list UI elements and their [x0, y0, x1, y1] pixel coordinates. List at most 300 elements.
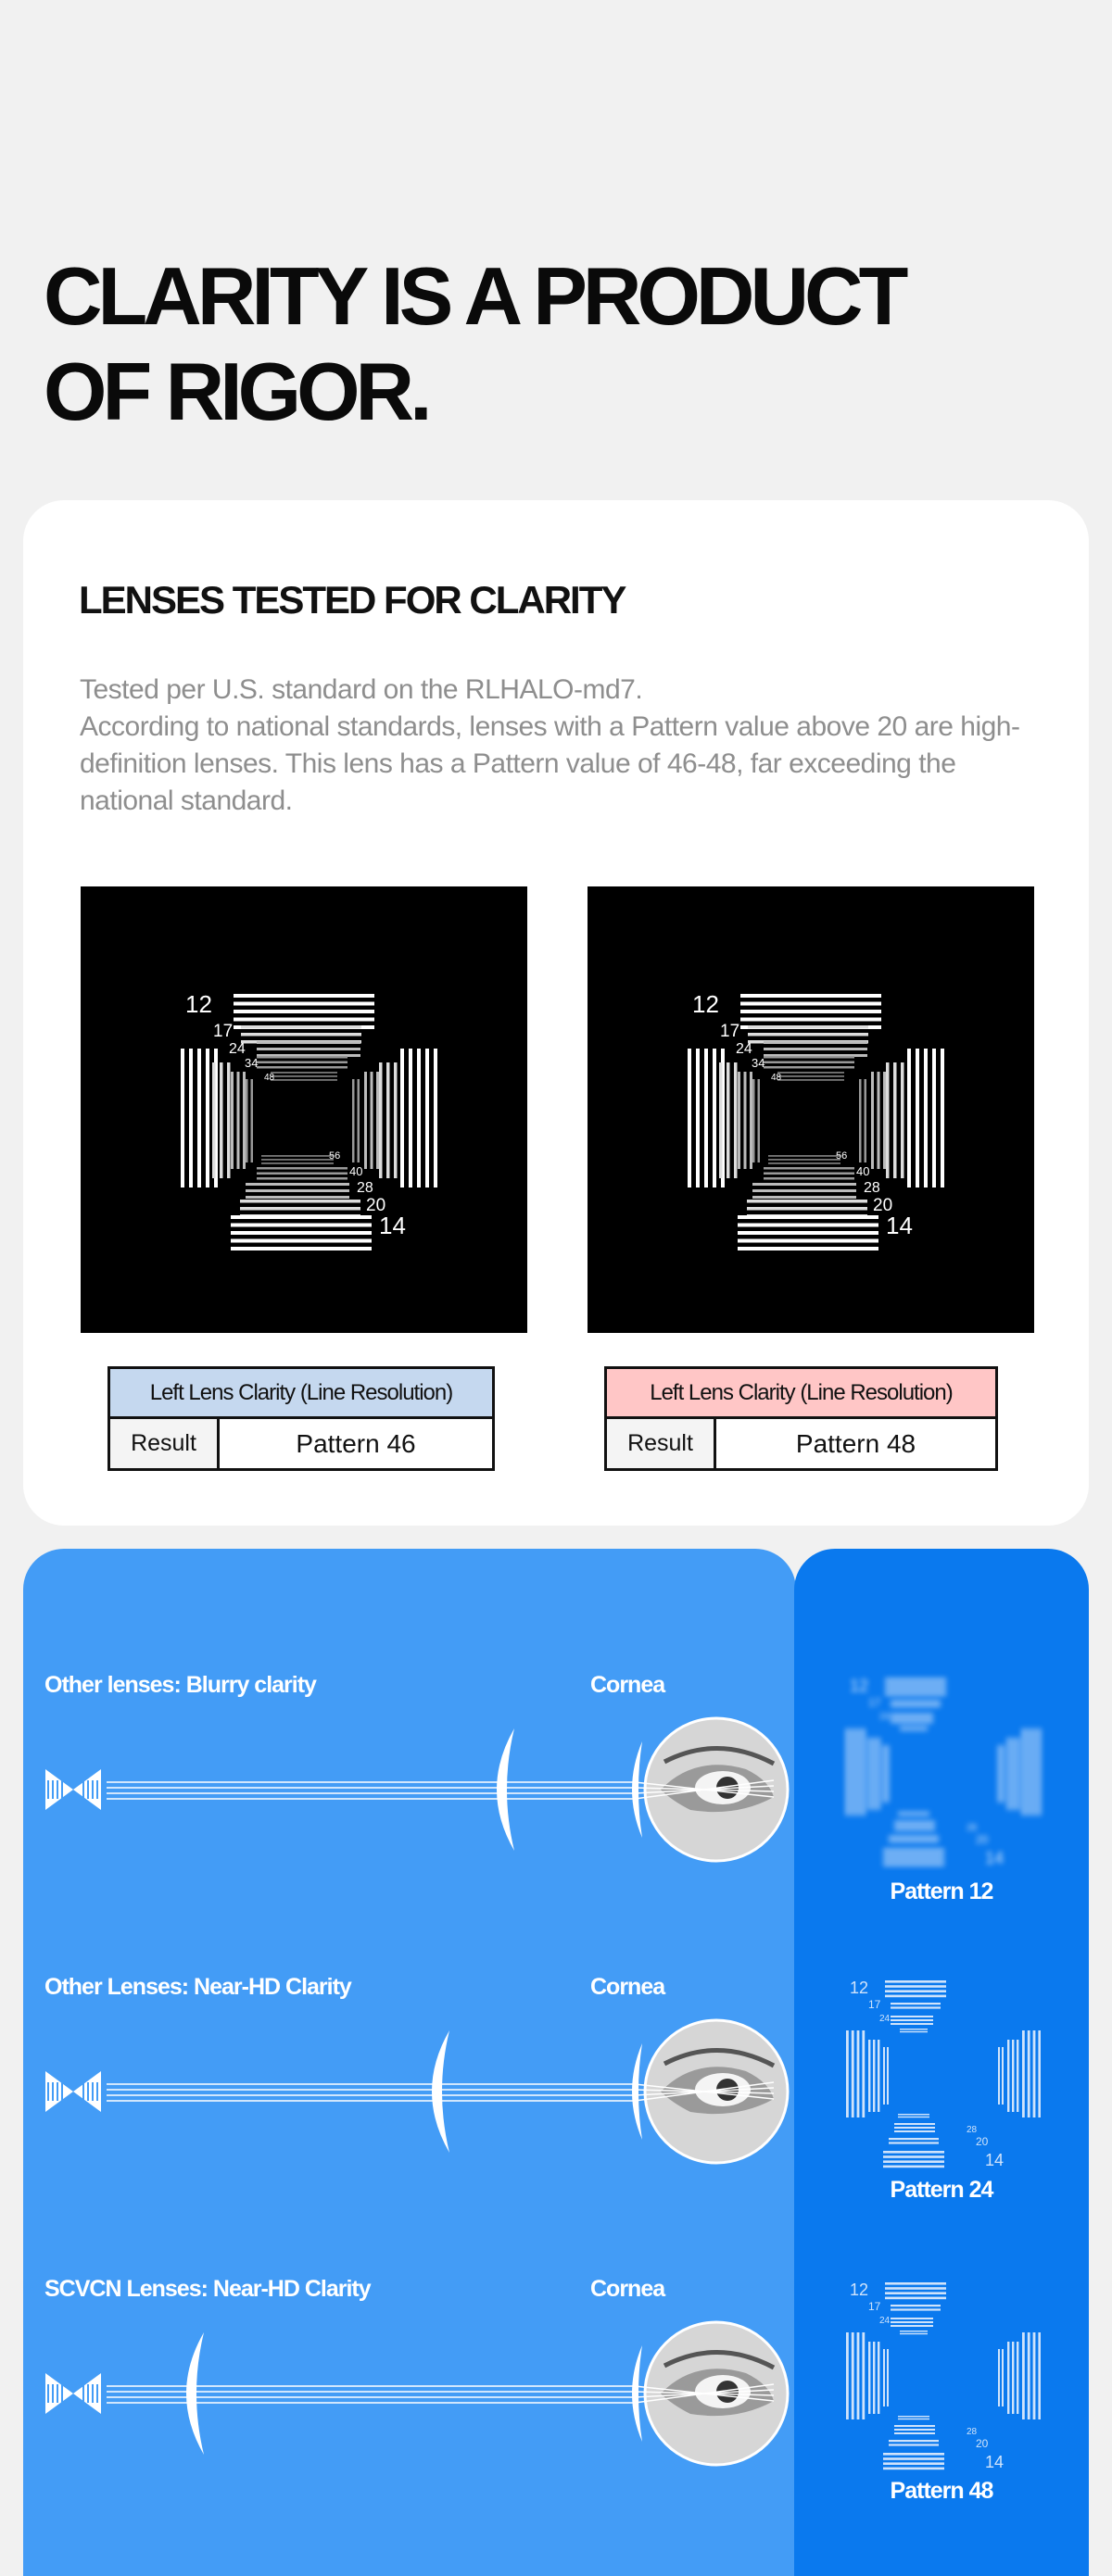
pattern-bar — [891, 2325, 933, 2327]
chart-bar — [764, 1048, 867, 1050]
pattern-bar — [1012, 1738, 1014, 1810]
chart-tick-label: 40 — [349, 1164, 363, 1178]
chart-bar — [257, 1062, 348, 1064]
target-stripe — [87, 2384, 89, 2403]
pattern-bar — [885, 1995, 946, 1998]
pattern-tick-label: 17 — [868, 1696, 881, 1709]
pattern-near-hd-image — [842, 1975, 1041, 2173]
pattern-bar — [1033, 2332, 1036, 2419]
pattern-bar — [1007, 2040, 1009, 2112]
chart-bar — [231, 1231, 372, 1235]
pattern-bar — [885, 1985, 946, 1988]
chart-bar — [237, 1072, 240, 1169]
target-stripe — [96, 2082, 98, 2101]
pattern-tick-label: 14 — [985, 2453, 1005, 2471]
pattern-bar — [1012, 2342, 1014, 2414]
chart-bar — [246, 1079, 248, 1162]
chart-bar — [231, 1224, 372, 1227]
pattern-bar — [887, 2349, 889, 2406]
chart-bar — [206, 1049, 209, 1187]
pattern-bar — [1017, 1738, 1018, 1810]
pattern-bar — [846, 2030, 849, 2117]
chart-bar — [246, 1183, 349, 1186]
pattern-tick-label: 17 — [868, 1998, 881, 2011]
chart-bar — [738, 1247, 878, 1250]
chart-tick-label: 24 — [229, 1041, 246, 1057]
lens-shape — [432, 2030, 449, 2153]
chart-bar — [261, 1159, 334, 1161]
pattern-bar — [998, 2047, 1000, 2105]
pattern-bar — [891, 2016, 933, 2017]
chart-bar — [752, 1189, 856, 1192]
pattern-bar — [1017, 2342, 1018, 2414]
pattern-bar — [862, 2332, 865, 2419]
chart-bar — [764, 1041, 867, 1044]
result-table-right — [604, 1366, 998, 1471]
pattern-bar — [883, 1864, 944, 1866]
pattern-bar — [891, 1704, 941, 1706]
resolution-chart-left — [81, 886, 527, 1333]
pattern-bar — [846, 2332, 849, 2419]
pattern-bar — [889, 2142, 939, 2143]
result-table-header: Left Lens Clarity (Line Resolution) — [110, 1369, 492, 1419]
pattern-bar — [885, 2287, 946, 2290]
chart-bar — [768, 1159, 840, 1161]
pattern-label: Pattern 48 — [890, 2478, 993, 2504]
target-stripe — [47, 2384, 49, 2403]
result-value: Pattern 48 — [795, 1428, 916, 1458]
clarity-card — [23, 500, 1089, 1526]
hero-line-1: CLARITY IS A PRODUCT — [44, 250, 904, 342]
pattern-bar — [873, 1738, 875, 1810]
target-stripe — [92, 2384, 94, 2403]
pattern-bar — [883, 2462, 944, 2465]
pattern-bar — [878, 2342, 879, 2414]
chart-bar — [878, 1072, 880, 1169]
target-stripe — [82, 1780, 84, 1799]
pattern-bar — [846, 1728, 849, 1816]
chart-bar — [932, 1049, 936, 1187]
pattern-bar — [900, 1727, 928, 1728]
chart-bar — [764, 1056, 854, 1059]
eye-diagram-near-hd — [42, 1990, 802, 2193]
chart-bar — [747, 1200, 867, 1203]
pattern-bar — [998, 2349, 1000, 2406]
pattern-bar — [898, 1815, 929, 1816]
chart-bar — [271, 1075, 337, 1077]
cornea-label: Cornea — [590, 1974, 665, 2000]
result-label: Result — [607, 1419, 716, 1468]
pattern-tick-label: 12 — [850, 1677, 869, 1695]
chart-bar — [748, 1033, 868, 1037]
chart-bar — [394, 1062, 398, 1178]
target-stripe — [82, 2384, 84, 2403]
pattern-bar — [898, 1812, 929, 1813]
chart-bar — [241, 1033, 361, 1037]
pattern-bar — [868, 2040, 870, 2112]
chart-tick-label: 56 — [329, 1150, 341, 1162]
chart-bar — [768, 1162, 840, 1164]
pattern-bar — [1033, 2030, 1036, 2117]
chart-bar — [251, 1079, 254, 1162]
pattern-tick-label: 20 — [976, 2437, 989, 2450]
lens-shape — [497, 1728, 514, 1851]
pattern-bar — [891, 2318, 933, 2319]
pattern-bar — [868, 1738, 870, 1810]
pattern-bar — [885, 1683, 946, 1686]
chart-bar — [704, 1049, 708, 1187]
resolution-chart-right — [588, 886, 1034, 1333]
chart-bar — [752, 1196, 856, 1199]
chart-bar — [740, 1010, 881, 1013]
pattern-bar — [857, 1728, 860, 1816]
pattern-bar — [852, 2332, 854, 2419]
chart-tick-label: 40 — [856, 1164, 870, 1178]
cornea-curve — [632, 2345, 642, 2442]
chart-tick-label: 56 — [836, 1150, 848, 1162]
chart-bar — [364, 1072, 367, 1169]
pattern-bar — [873, 2342, 875, 2414]
pattern-bar — [1038, 2030, 1041, 2117]
pattern-bar — [1002, 1745, 1004, 1803]
pattern-bar — [891, 2321, 933, 2323]
pattern-bar — [1028, 2332, 1030, 2419]
chart-bar — [738, 1072, 740, 1169]
chart-bar — [738, 1231, 878, 1235]
chart-bar — [907, 1049, 911, 1187]
chart-tick-label: 20 — [873, 1196, 893, 1215]
target-stripe — [61, 1780, 63, 1799]
pattern-bar — [878, 2040, 879, 2112]
pattern-bar — [862, 2030, 865, 2117]
pattern-bar — [894, 1825, 935, 1827]
pattern-bar — [894, 2130, 935, 2132]
chart-bar — [764, 1062, 854, 1064]
chart-bar — [231, 1215, 372, 1219]
comparison-row-label: Other lenses: Blurry clarity — [44, 1672, 316, 1698]
pattern-bar — [873, 2040, 875, 2112]
chart-bar — [220, 1062, 223, 1178]
result-label: Result — [110, 1419, 220, 1468]
chart-bar — [409, 1049, 412, 1187]
target-stripe — [47, 1780, 49, 1799]
result-table-left — [107, 1366, 495, 1471]
chart-bar — [400, 1049, 404, 1187]
chart-bar — [231, 1072, 234, 1169]
result-value: Pattern 46 — [296, 1428, 416, 1458]
chart-bar — [234, 1010, 374, 1013]
pattern-bar — [891, 1714, 933, 1715]
chart-bar — [246, 1196, 349, 1199]
pattern-bar — [889, 1836, 939, 1838]
chart-tick-label: 17 — [720, 1022, 740, 1041]
chart-bar — [727, 1062, 730, 1178]
chart-bar — [386, 1062, 390, 1178]
pattern-bar — [1022, 2030, 1025, 2117]
chart-tick-label: 28 — [864, 1180, 880, 1196]
pattern-bar — [1007, 2342, 1009, 2414]
pattern-bar — [1002, 2047, 1004, 2105]
pattern-bar — [1033, 1728, 1036, 1816]
chart-bar — [740, 1018, 881, 1022]
chart-bar — [747, 1207, 867, 1211]
target-stripe — [47, 2082, 49, 2101]
desc-line-2: According to national standards, lenses with a Pattern value above 20 are high-definition lenses. This lens has a Pattern value of 46-48, far exceeding the national standard. — [80, 711, 1020, 816]
pattern-bar — [1022, 2332, 1025, 2419]
pattern-bar — [891, 1701, 941, 1703]
pattern-bar — [857, 2332, 860, 2419]
result-table-header: Left Lens Clarity (Line Resolution) — [607, 1369, 995, 1419]
chart-bar — [865, 1079, 867, 1162]
pattern-bar — [891, 2003, 941, 2004]
chart-bar — [734, 1062, 738, 1178]
card-description — [80, 672, 1043, 820]
comparison-row-label: SCVCN Lenses: Near-HD Clarity — [44, 2276, 371, 2302]
chart-group — [688, 990, 944, 1250]
chart-tick-label: 34 — [245, 1056, 259, 1070]
pattern-bar — [887, 1745, 889, 1803]
target-stripe — [92, 2082, 94, 2101]
pattern-bar — [885, 1980, 946, 1983]
pattern-tick-label: 20 — [976, 1833, 989, 1846]
pattern-bar — [883, 1849, 944, 1852]
chart-bar — [696, 1049, 700, 1187]
target-stripe — [52, 1780, 54, 1799]
target-stripe — [87, 1780, 89, 1799]
chart-bar — [227, 1062, 231, 1178]
chart-bar — [257, 1173, 348, 1175]
card-title: LENSES TESTED FOR CLARITY — [79, 578, 626, 622]
pattern-sharp-image — [842, 2277, 1041, 2475]
chart-bar — [740, 994, 881, 998]
pattern-bar — [1012, 2040, 1014, 2112]
hero-title — [44, 248, 1063, 439]
pattern-tick-label: 14 — [985, 1849, 1005, 1867]
chart-bar — [234, 1018, 374, 1022]
chart-bar — [688, 1049, 691, 1187]
chart-bar — [257, 1041, 360, 1044]
pattern-bar — [1007, 1738, 1009, 1810]
pattern-bar — [891, 2019, 933, 2021]
pattern-bar — [889, 2444, 939, 2445]
pattern-bar — [898, 2114, 929, 2115]
pattern-blurry-image — [842, 1673, 1041, 1871]
chart-bar — [901, 1062, 904, 1178]
pattern-bar — [1028, 2030, 1030, 2117]
chart-tick-label: 28 — [357, 1180, 373, 1196]
pattern-bar — [1002, 2349, 1004, 2406]
cornea-curve — [632, 2043, 642, 2140]
pattern-bar — [894, 2127, 935, 2129]
pattern-tick-label: 28 — [967, 2125, 978, 2135]
chart-bar — [764, 1066, 854, 1069]
pattern-tick-label: 12 — [850, 2281, 869, 2299]
chart-bar — [758, 1079, 761, 1162]
chart-tick-label: 17 — [213, 1022, 234, 1041]
chart-bar — [738, 1215, 878, 1219]
pattern-bar — [883, 1745, 885, 1803]
chart-bar — [181, 1049, 184, 1187]
target-stripe — [52, 2384, 54, 2403]
target-stripe — [57, 1780, 58, 1799]
pattern-bar — [900, 2031, 928, 2032]
pattern-bar — [891, 2023, 933, 2025]
pattern-tick-label: 24 — [879, 2316, 891, 2326]
pattern-bar — [883, 2453, 944, 2456]
pattern-bar — [900, 1729, 928, 1730]
chart-bar — [257, 1167, 348, 1170]
chart-bar — [738, 1224, 878, 1227]
cornea-label: Cornea — [590, 2276, 665, 2302]
chart-bar — [352, 1079, 355, 1162]
pattern-tick-label: 12 — [850, 1979, 869, 1997]
pattern-bar — [891, 1717, 933, 1719]
chart-group — [181, 990, 437, 1250]
pattern-bar — [1038, 1728, 1041, 1816]
pattern-bar — [891, 1721, 933, 1723]
pattern-result-panel — [794, 1549, 1089, 2576]
chart-tick-label: 12 — [692, 990, 719, 1018]
pattern-bar — [1028, 1728, 1030, 1816]
pattern-bar — [1038, 2332, 1041, 2419]
chart-bar — [719, 1062, 723, 1178]
chart-bar — [924, 1049, 928, 1187]
chart-bar — [425, 1049, 429, 1187]
chart-bar — [883, 1072, 886, 1169]
chart-tick-label: 20 — [366, 1196, 386, 1215]
pattern-bar — [883, 1858, 944, 1861]
target-stripe — [96, 1780, 98, 1799]
chart-tick-label: 14 — [379, 1212, 406, 1239]
pattern-bar — [898, 2416, 929, 2417]
cornea-curve — [632, 1741, 642, 1838]
pattern-bar — [894, 2123, 935, 2125]
target-stripe — [57, 2384, 58, 2403]
chart-bar — [257, 1056, 348, 1059]
pattern-bar — [885, 1990, 946, 1992]
pattern-bar — [862, 1728, 865, 1816]
chart-bar — [234, 1002, 374, 1006]
pattern-tick-label: 28 — [967, 2427, 978, 2437]
pattern-bar — [883, 2349, 885, 2406]
chart-tick-label: 34 — [752, 1056, 765, 1070]
chart-bar — [744, 1072, 747, 1169]
pattern-bar — [883, 2151, 944, 2154]
pattern-tick-label: 24 — [879, 2014, 891, 2024]
pattern-bar — [885, 1693, 946, 1696]
pattern-bar — [894, 2425, 935, 2427]
pattern-bar — [885, 2297, 946, 2300]
pattern-tick-label: 14 — [985, 2151, 1005, 2169]
chart-bar — [738, 1239, 878, 1243]
pattern-bar — [883, 2166, 944, 2168]
pattern-bar — [885, 2292, 946, 2294]
pattern-bar — [878, 1738, 879, 1810]
chart-bar — [764, 1177, 854, 1180]
target-stripe — [61, 2384, 63, 2403]
pattern-bar — [868, 2342, 870, 2414]
eye-diagram-scvcn — [42, 2292, 802, 2495]
pattern-bar — [891, 2305, 941, 2306]
pattern-bar — [894, 2429, 935, 2431]
target-stripe — [96, 2384, 98, 2403]
chart-bar — [246, 1189, 349, 1192]
lens-shape — [186, 2332, 204, 2455]
chart-bar — [271, 1072, 337, 1074]
pattern-bar — [894, 2432, 935, 2434]
hero-line-2: OF RIGOR. — [44, 346, 428, 437]
chart-bar — [212, 1062, 216, 1178]
chart-bar — [893, 1062, 897, 1178]
pattern-tick-label: 24 — [879, 1712, 891, 1722]
chart-bar — [768, 1155, 840, 1157]
chart-bar — [243, 1072, 246, 1169]
target-stripe — [61, 2082, 63, 2101]
chart-bar — [261, 1162, 334, 1164]
pattern-label: Pattern 24 — [890, 2177, 993, 2203]
chart-tick-label: 48 — [771, 1073, 782, 1083]
desc-line-1: Tested per U.S. standard on the RLHALO-md7. — [80, 674, 643, 705]
pattern-bar — [857, 2030, 860, 2117]
pattern-tick-label: 28 — [967, 1823, 978, 1833]
target-stripe — [87, 2082, 89, 2101]
lens-comparison-panel — [23, 1549, 796, 2576]
chart-bar — [358, 1079, 360, 1162]
chart-tick-label: 14 — [886, 1212, 913, 1239]
pattern-bar — [883, 2047, 885, 2105]
pattern-bar — [894, 1828, 935, 1830]
chart-bar — [257, 1048, 360, 1050]
eye-diagram-blurry — [42, 1688, 802, 1891]
target-stripe — [52, 2082, 54, 2101]
chart-bar — [750, 1072, 752, 1169]
comparison-row-label: Other Lenses: Near-HD Clarity — [44, 1974, 351, 2000]
chart-tick-label: 24 — [736, 1041, 752, 1057]
pattern-bar — [889, 1840, 939, 1841]
chart-bar — [379, 1062, 383, 1178]
pattern-bar — [883, 1853, 944, 1856]
target-stripe — [57, 2082, 58, 2101]
pattern-bar — [885, 2282, 946, 2285]
cornea-label: Cornea — [590, 1672, 665, 1698]
chart-bar — [417, 1049, 421, 1187]
pattern-bar — [885, 1688, 946, 1690]
chart-bar — [740, 1002, 881, 1006]
chart-bar — [886, 1062, 890, 1178]
chart-bar — [257, 1177, 348, 1180]
pattern-tick-label: 17 — [868, 2300, 881, 2313]
chart-bar — [240, 1200, 360, 1203]
pattern-bar — [852, 1728, 854, 1816]
target-stripe — [92, 1780, 94, 1799]
pattern-bar — [885, 1678, 946, 1681]
chart-bar — [752, 1079, 755, 1162]
chart-bar — [231, 1239, 372, 1243]
chart-tick-label: 48 — [264, 1073, 275, 1083]
chart-bar — [752, 1183, 856, 1186]
chart-bar — [777, 1072, 844, 1074]
chart-bar — [859, 1079, 862, 1162]
pattern-bar — [891, 2308, 941, 2310]
chart-bar — [777, 1075, 844, 1077]
chart-bar — [371, 1072, 373, 1169]
pattern-bar — [883, 2155, 944, 2158]
chart-bar — [941, 1049, 944, 1187]
pattern-bar — [998, 1745, 1000, 1803]
chart-bar — [376, 1072, 379, 1169]
pattern-bar — [891, 2006, 941, 2008]
chart-bar — [434, 1049, 437, 1187]
